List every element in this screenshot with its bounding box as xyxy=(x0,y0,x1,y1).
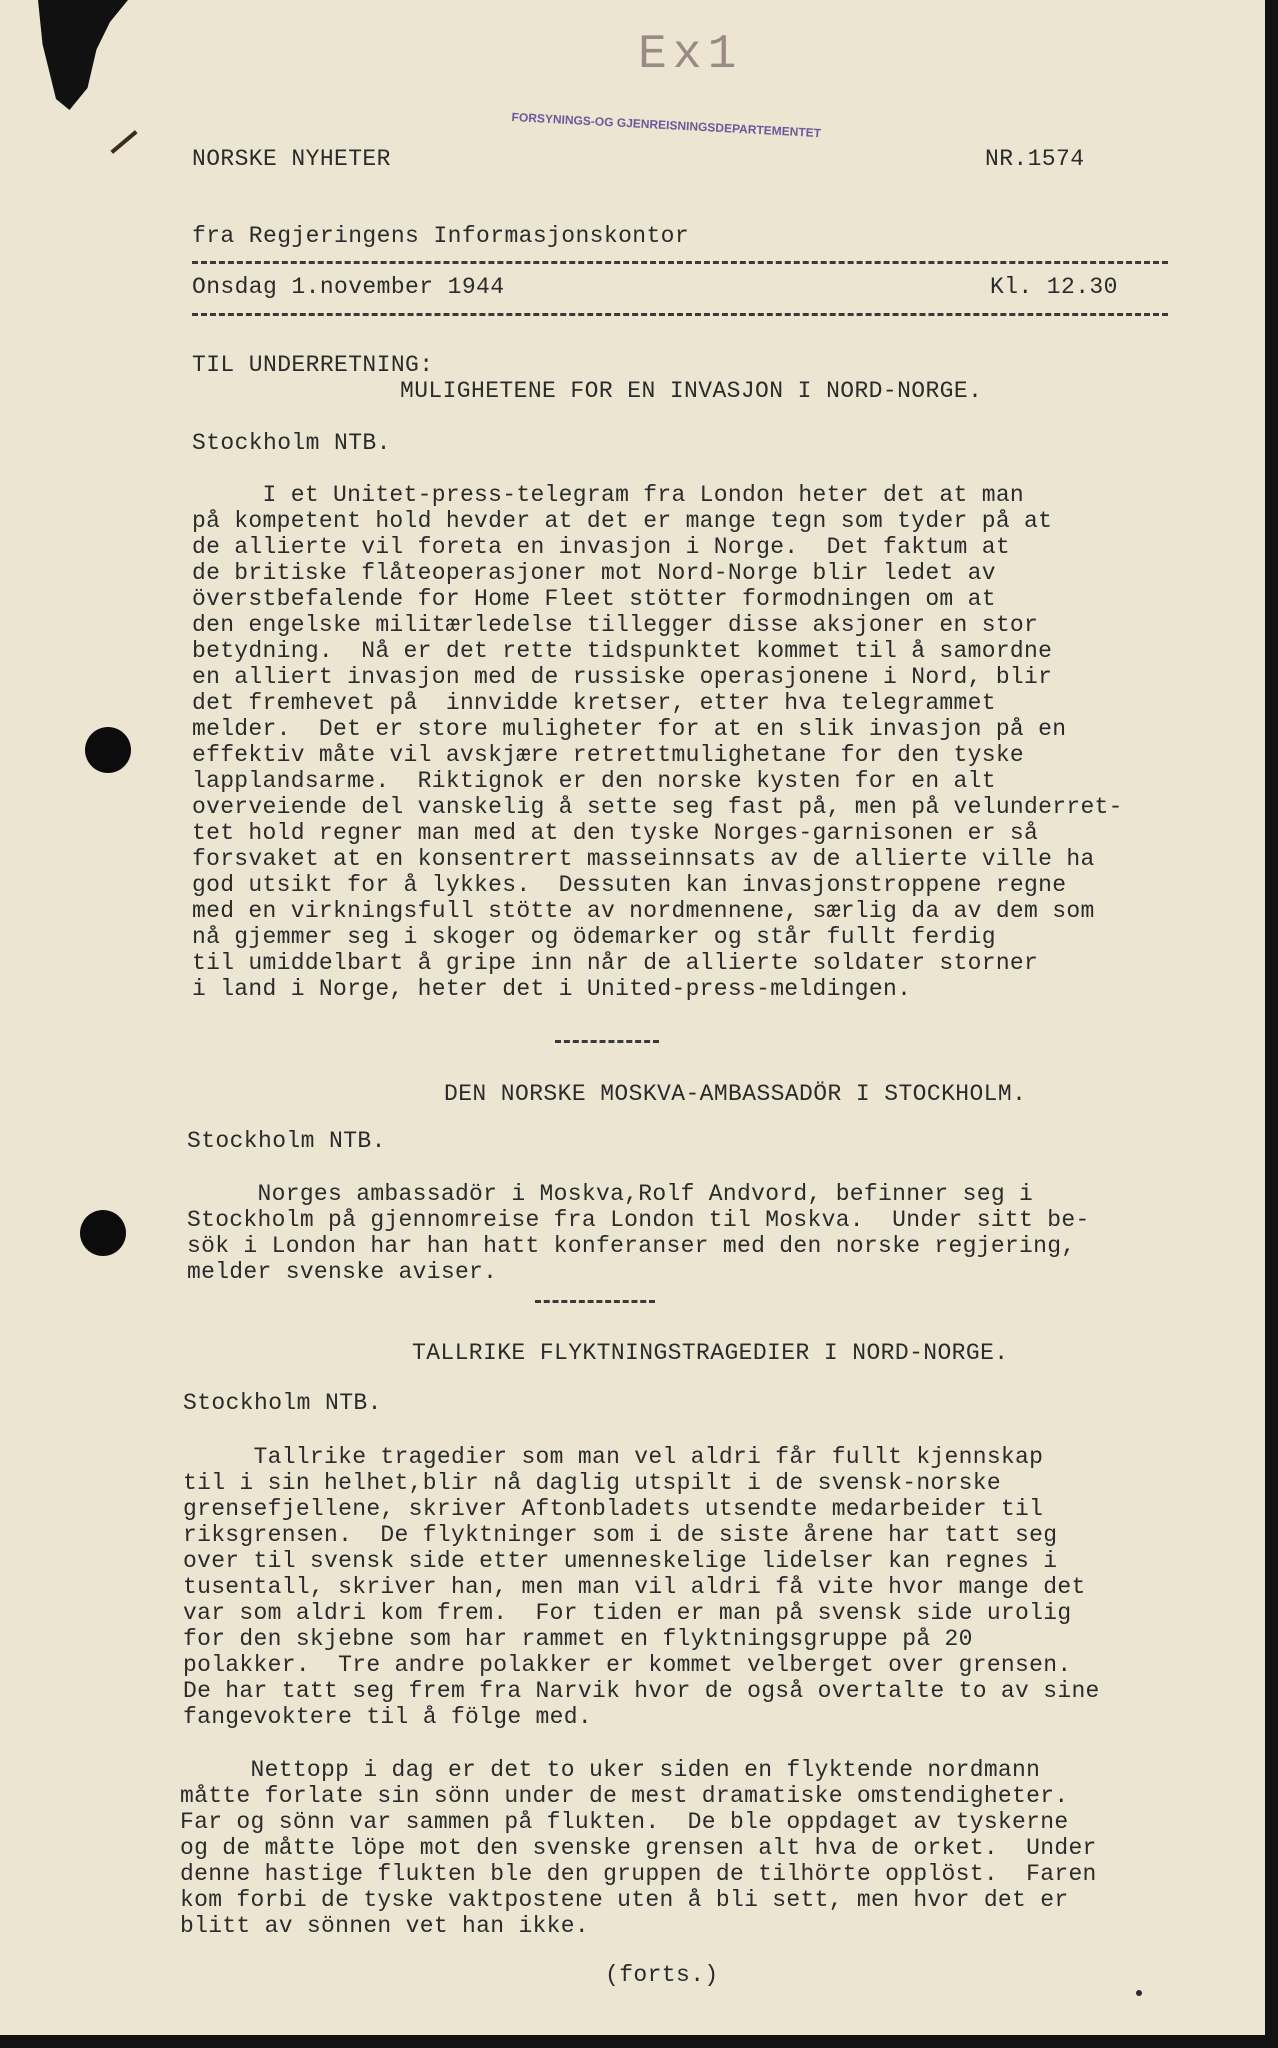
text-line: til i sin helhet,blir nå daglig utspilt i de svensk-norske xyxy=(183,1470,1001,1496)
text-line: overveiende del vanskelig å sette seg fast på, men på velunderret- xyxy=(192,794,1123,820)
text-line: en alliert invasjon med de russiske operasjonene i Nord, blir xyxy=(192,664,1053,690)
text-line: grensefjellene, skriver Aftonbladets utsendte medarbeider til xyxy=(183,1496,1044,1522)
text-line: Stockholm på gjennomreise fra London til Moskva. Under sitt be- xyxy=(187,1207,1090,1233)
text-line: den engelske militærledelse tillegger disse aksjoner en stor xyxy=(192,612,1039,638)
text-line: tusentall, skriver han, men man vil aldri få vite hvor mange det xyxy=(183,1574,1086,1600)
text-line: blitt av sönnen vet han ikke. xyxy=(180,1913,589,1939)
headline: MULIGHETENE FOR EN INVASJON I NORD-NORGE. xyxy=(400,378,983,404)
date-line: Onsdag 1.november 1944 xyxy=(192,274,505,300)
text-line: Norges ambassadör i Moskva,Rolf Andvord, befinner seg i xyxy=(187,1181,1034,1207)
text-line: måtte forlate sin sönn under de mest dramatiske omstendigheter. xyxy=(180,1783,1069,1809)
source-line: fra Regjeringens Informasjonskontor xyxy=(192,223,690,249)
text-line: polakker. Tre andre polakker er kommet velberget over grensen. xyxy=(183,1652,1072,1678)
issue-number: NR.1574 xyxy=(985,146,1085,172)
text-line: forsvaket at en konsentrert masseinnsats av de allierte ville ha xyxy=(192,846,1095,872)
text-line: til umiddelbart å gripe inn når de allierte soldater storner xyxy=(192,950,1039,976)
text-line: var som aldri kom frem. For tiden er man på svensk side urolig xyxy=(183,1600,1072,1626)
publication-title: NORSKE NYHETER xyxy=(192,146,391,172)
scan-edge-bottom xyxy=(0,2035,1278,2048)
continued-note: (forts.) xyxy=(605,1962,719,1988)
text-line: riksgrensen. De flyktninger som i de siste årene har tatt seg xyxy=(183,1522,1058,1548)
text-line: de britiske flåteoperasjoner mot Nord-Norge blir ledet av xyxy=(192,560,996,586)
text-line: melder. Det er store muligheter for at en slik invasjon på en xyxy=(192,716,1067,742)
text-line: effektiv måte vil avskjære retrettmulighetane for den tyske xyxy=(192,742,1025,768)
text-line: melder svenske aviser. xyxy=(187,1259,498,1285)
text-line: Nettopp i dag er det to uker siden en flyktende nordmann xyxy=(180,1757,1041,1783)
headline: TALLRIKE FLYKTNINGSTRAGEDIER I NORD-NORGE. xyxy=(412,1340,1009,1366)
text-line: sök i London har han hatt konferanser med den norske regjering, xyxy=(187,1233,1076,1259)
headline: DEN NORSKE MOSKVA-AMBASSADÖR I STOCKHOLM. xyxy=(444,1081,1027,1107)
text-line: over til svensk side etter umenneskelige lidelser kan regnes i xyxy=(183,1548,1058,1574)
text-line: fangevoktere til å fölge med. xyxy=(183,1704,592,1730)
dateline: Stockholm NTB. xyxy=(183,1390,382,1416)
ink-dot xyxy=(1136,1990,1142,1996)
text-line: betydning. Nå er det rette tidspunktet kommet til å samordne xyxy=(192,638,1053,664)
text-line: i land i Norge, heter det i United-press-meldingen. xyxy=(192,976,912,1002)
text-line: med en virkningsfull stötte av nordmennene, særlig da av dem som xyxy=(192,898,1095,924)
dateline: Stockholm NTB. xyxy=(187,1128,386,1154)
divider xyxy=(192,261,1168,264)
text-line: og de måtte löpe mot den svenske grensen alt hva de orket. Under xyxy=(180,1835,1097,1861)
text-line: kom forbi de tyske vaktpostene uten å bli sett, men hvor det er xyxy=(180,1887,1069,1913)
department-stamp: FORSYNINGS-OG GJENREISNINGSDEPARTEMENTET xyxy=(511,110,822,141)
scan-edge-right xyxy=(1265,0,1278,2048)
section-separator xyxy=(555,1040,659,1043)
text-line: god utsikt for å lykkes. Dessuten kan invasjonstroppene regne xyxy=(192,872,1067,898)
text-line: lapplandsarme. Riktignok er den norske kysten for en alt xyxy=(192,768,996,794)
text-line: de allierte vil foreta en invasjon i Norge. Det faktum at xyxy=(192,534,1010,560)
punch-hole xyxy=(80,1210,126,1256)
text-line: det fremhevet på innvidde kretser, etter hva telegrammet xyxy=(192,690,996,716)
text-line: på kompetent hold hevder at det er mange tegn som tyder på at xyxy=(192,508,1053,534)
notice-label: TIL UNDERRETNING: xyxy=(192,352,434,378)
text-line: for den skjebne som har rammet en flyktningsgruppe på 20 xyxy=(183,1626,973,1652)
archive-stamp: Ex1 xyxy=(638,28,743,82)
text-line: Tallrike tragedier som man vel aldri får fullt kjennskap xyxy=(183,1444,1044,1470)
punch-hole xyxy=(85,727,131,773)
text-line: I et Unitet-press-telegram fra London heter det at man xyxy=(192,482,1025,508)
text-line: Far og sönn var sammen på flukten. De ble oppdaget av tyskerne xyxy=(180,1809,1069,1835)
divider xyxy=(192,313,1168,316)
text-line: De har tatt seg frem fra Narvik hvor de også overtalte to av sine xyxy=(183,1678,1100,1704)
time-line: Kl. 12.30 xyxy=(990,274,1118,300)
text-line: nå gjemmer seg i skoger og ödemarker og står fullt ferdig xyxy=(192,924,996,950)
dateline: Stockholm NTB. xyxy=(192,430,391,456)
text-line: denne hastige flukten ble den gruppen de tilhörte opplöst. Faren xyxy=(180,1861,1097,1887)
text-line: överstbefalende for Home Fleet stötter formodningen om at xyxy=(192,586,996,612)
section-separator xyxy=(535,1300,655,1303)
text-line: tet hold regner man med at den tyske Norges-garnisonen er så xyxy=(192,820,1039,846)
